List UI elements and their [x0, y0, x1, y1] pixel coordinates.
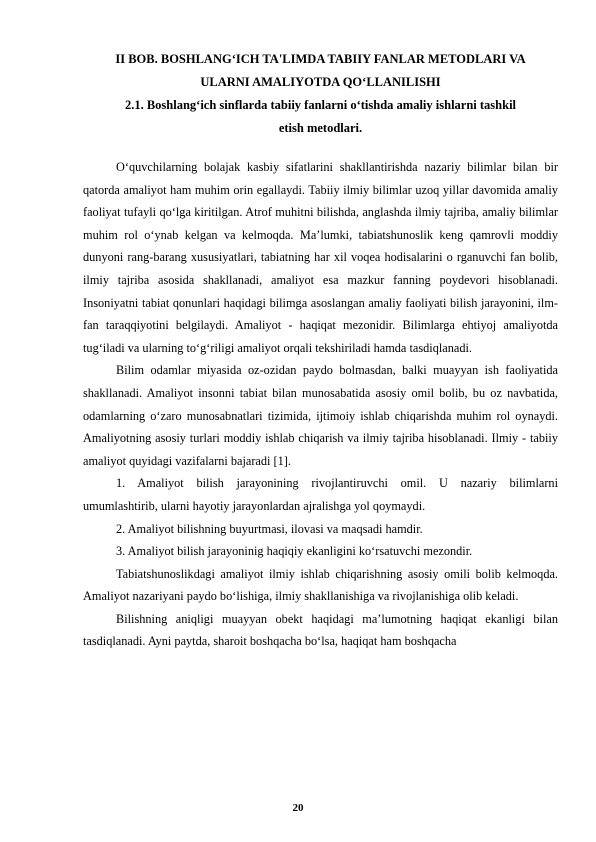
- list-item: 2. Amaliyot bilishning buyurtmasi, ilovasi va maqsadi hamdir.: [116, 521, 423, 536]
- list-item: 3. Amaliyot bilish jarayoninig haqiqiy ekanligini ko‘rsatuvchi mezondir.: [116, 544, 473, 559]
- section-title-line-2: etish metodlari.: [278, 121, 363, 135]
- page-number: 20: [292, 802, 304, 814]
- chapter-title-line-2: ULARNI AMALIYOTDA QO‘LLANILISHI: [200, 75, 441, 89]
- section-title-line-1: 2.1. Boshlang‘ich sinflarda tabiiy fanlarni o‘tishda amaliy ishlarni tashkil: [124, 98, 517, 112]
- paragraph: Bilishning aniqligi muayyan obekt haqidagi ma’lumotning haqiqat ekanligi bilan tasdiqlanadi. Ayni paytda, sharoit boshqacha bo‘lsa, haqiqat ham boshqacha: [83, 611, 558, 649]
- paragraph: Tabiatshunoslikdagi amaliyot ilmiy ishlab chiqarishning asosiy omili bolib kelmoqda. Amaliyot nazariyani paydo bo‘lishiga, ilmiy shakllanishiga va rivojlanishiga olib keladi.: [83, 566, 558, 604]
- document-page: [83, 48, 558, 653]
- paragraph: O‘quvchilarning bolajak kasbiy sifatlarini shakllantirishda nazariy bilimlar bilan bir qatorda amaliyot ham muhim orin egallaydi. Tabiiy ilmiy bilimlar uzoq yillar davomida amaliy faoliyat tufayli qo‘lga kiritilgan. Atrof muhitni bilishda, anglashda ilmiy tajriba, amaliy bilimlar muhim rol o‘ynab kelgan va kelmoqda. Ma’lumki, tabiatshunoslik keng qamrovli moddiy dunyoni rang-barang xususiyatlari, tabiatning har xil voqea hodisalarini o rganuvchi fan bolib, ilmiy tajriba asosida shakllanadi, amaliyot esa mazkur fanning poydevori hisoblanadi. Insoniyatni tabiat qonunlari haqidagi bilimga asoslangan amaliy faoliyati bilish jarayonini, ilm-fan taraqqiyotini belgilaydi. Amaliyot - haqiqat mezonidir. Bilimlarga ehtiyoj amaliyotda tug‘iladi va ularning to‘g‘riligi amaliyot orqali tekshiriladi hamda tasdiqlanadi.: [83, 160, 558, 355]
- list-item: 1. Amaliyot bilish jarayonining rivojlantiruvchi omil. U nazariy bilimlarni umumlashtirib, ularni hayotiy jarayonlardan ajralishga yol qoymaydi.: [83, 476, 558, 513]
- paragraph: Bilim odamlar miyasida oz-ozidan paydo bolmasdan, balki muayyan ish faoliyatida shakllanadi. Amaliyot insonni tabiat bilan munosabatida asosiy omil bolib, bu oz navbatida, odamlarning o‘zaro munosabnatlari tizimida, ijtimoiy ishlab chiqarishda muhim rol oynaydi. Amaliyotning asosiy turlari moddiy ishlab chiqarish va ilmiy tajriba hisoblanadi. Ilmiy - tabiiy amaliyot quyidagi vazifalarni bajaradi [1].: [83, 363, 558, 468]
- chapter-title-line-1: II BOB. BOSHLANG‘ICH TA'LIMDA TABIIY FANLAR METODLARI VA: [115, 52, 526, 66]
